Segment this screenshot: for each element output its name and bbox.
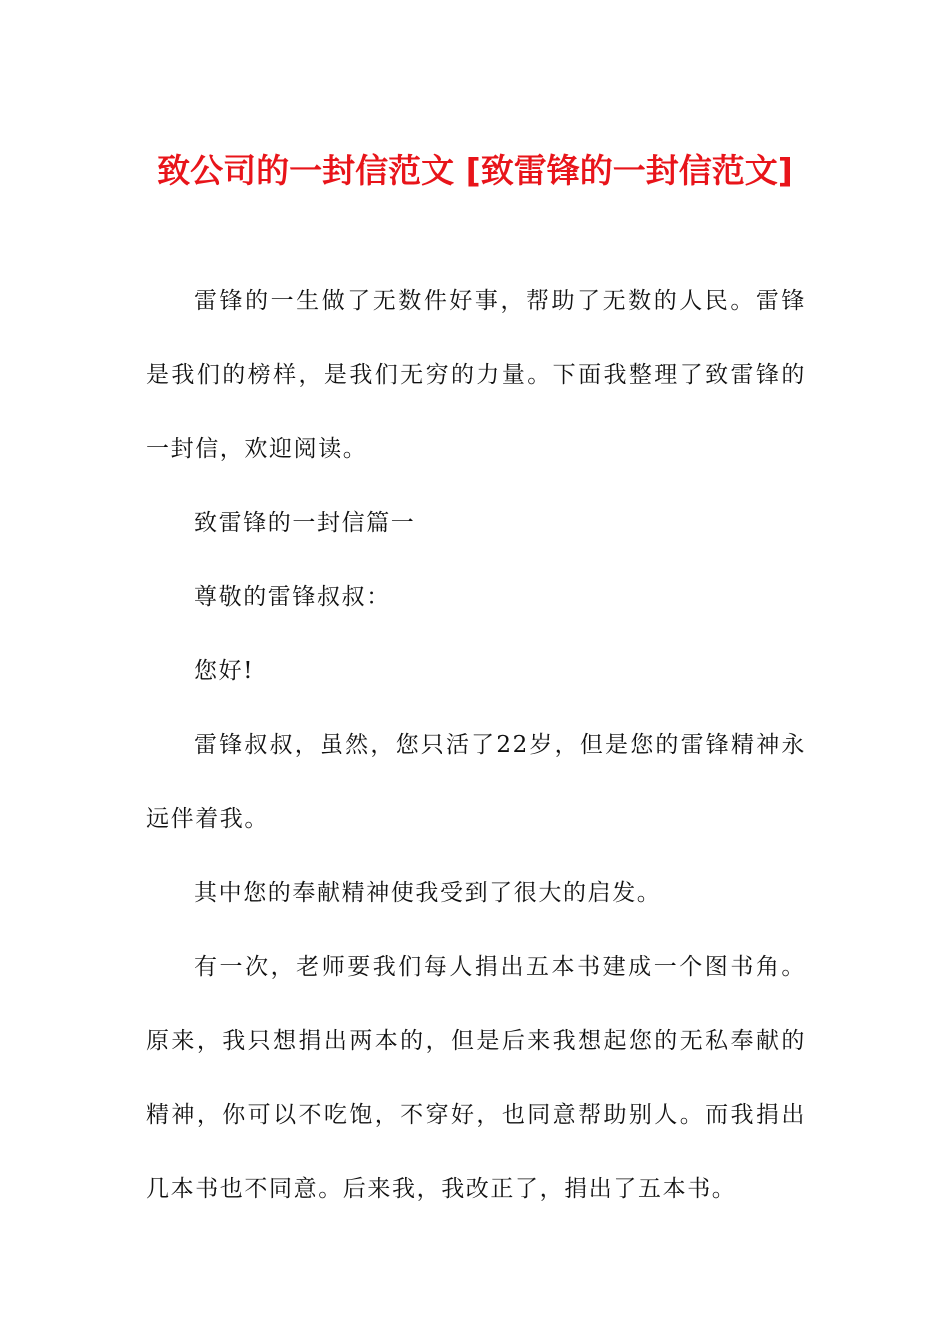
paragraph-body: 雷锋叔叔，虽然，您只活了22岁，但是您的雷锋精神永远伴着我。	[146, 732, 806, 832]
paragraph-salutation: 尊敬的雷锋叔叔：	[194, 584, 391, 610]
document-title: 致公司的一封信范文 [致雷锋的一封信范文]	[157, 151, 793, 190]
paragraph-greeting: 您好!	[194, 658, 255, 684]
paragraph-intro: 雷锋的一生做了无数件好事，帮助了无数的人民。雷锋是我们的榜样，是我们无穷的力量。下面我整理了致雷锋的一封信，欢迎阅读。	[146, 288, 806, 462]
document-body	[146, 264, 806, 1226]
paragraph-body: 其中您的奉献精神使我受到了很大的启发。	[194, 880, 662, 906]
paragraph-heading: 致雷锋的一封信篇一	[194, 510, 416, 536]
paragraph-body: 有一次，老师要我们每人捐出五本书建成一个图书角。原来，我只想捐出两本的，但是后来我想起您的无私奉献的精神，你可以不吃饱，不穿好，也同意帮助别人。而我捐出几本书也不同意。后来我，我改正了，捐出了五本书。	[146, 954, 806, 1202]
